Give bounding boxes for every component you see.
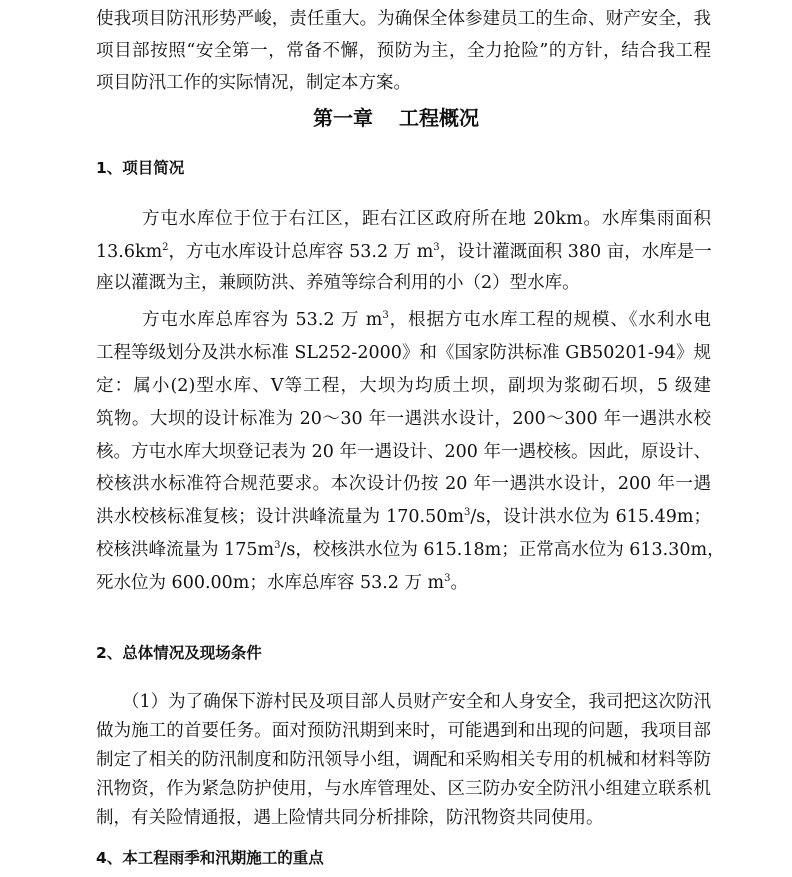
paragraph-line [96, 239, 711, 265]
paragraph-line: 工程等级划分及洪水标准 SL252-2000》和《国家防洪标准 GB50201-94》规 [96, 343, 711, 363]
chapter-number: 第一章 [313, 106, 373, 130]
text-run: ，方屯水库设计总库容 53.2 万 m [168, 242, 434, 262]
superscript: 3 [433, 242, 440, 254]
text-run: 死水位为 600.00m；水库总库容 53.2 万 m [96, 573, 445, 593]
paragraph-line: 座以灌溉为主，兼顾防洪、养殖等综合利用的小（2）型水库。 [96, 273, 580, 293]
text-run: 方屯水库总库容为 53.2 万 m [142, 310, 383, 330]
paragraph-line: 汛物资，作为紧急防护使用，与水库管理处、区三防办安全防汛小组建立联系机 [96, 779, 711, 799]
paragraph-line [96, 570, 711, 596]
paragraph-line: 校核洪水标准符合规范要求。本次设计仍按 20 年一遇洪水设计，200 年一遇 [96, 474, 711, 494]
superscript: 3 [382, 310, 389, 322]
superscript: 3 [274, 540, 281, 552]
paragraph-line [96, 504, 711, 530]
superscript: 3 [444, 573, 451, 585]
superscript: 3 [463, 507, 471, 519]
paragraph-line: 定：属小(2)型水库、Ⅴ等工程，大坝为均质土坝，副坝为浆砌石坝，5 级建 [96, 376, 711, 396]
paragraph-line: 核。方屯水库大坝登记表为 20 年一遇设计、200 年一遇校核。因此，原设计、 [96, 442, 711, 462]
paragraph-line: 制，有关险情通报，遇上险情共同分析排除，防汛物资共同使用。 [96, 808, 604, 828]
text-run: 。 [450, 573, 469, 593]
paragraph-line: 方屯水库位于位于右江区，距右江区政府所在地 20km。水库集雨面积 [142, 209, 711, 229]
paragraph-line [96, 537, 725, 563]
paragraph-line: 筑物。大坝的设计标准为 20～30 年一遇洪水设计，200～300 年一遇洪水校 [96, 409, 711, 429]
text-run: /s，校核洪水位为 615.18m；正常高水位为 613.30m， [280, 540, 725, 560]
paragraph-line: 制定了相关的防汛制度和防汛领导小组，调配和采购相关专用的机械和材料等防 [96, 750, 711, 770]
section-heading-2: 2、总体情况及现场条件 [96, 644, 262, 662]
text-run: ，设计灌溉面积 380 亩，水库是一 [439, 242, 712, 262]
paragraph-line [142, 307, 711, 333]
chapter-name: 工程概况 [399, 106, 479, 130]
text-run: 13.6km [96, 242, 163, 262]
intro-line-1: 使我项目防汛形势严峻，责任重大。为确保全体参建员工的生命、财产安全，我 [96, 9, 711, 29]
superscript: 2 [162, 242, 169, 254]
text-run: 洪水校核标准复核；设计洪峰流量为 170.50m [96, 507, 464, 527]
intro-line-2: 项目部按照“安全第一，常备不懈，预防为主，全力抢险”的方针，结合我工程 [96, 41, 711, 61]
text-run: 校核洪峰流量为 175m [96, 540, 275, 560]
intro-line-3: 项目防汛工作的实际情况，制定本方案。 [96, 73, 411, 93]
paragraph-line: （1）为了确保下游村民及项目部人员财产安全和人身安全，我司把这次防汛 [122, 692, 711, 712]
chapter-title [0, 103, 792, 133]
paragraph-line: 做为施工的首要任务。面对预防汛期到来时，可能遇到和出现的问题，我项目部 [96, 721, 711, 741]
text-run: /s，设计洪水位为 615.49m； [470, 507, 711, 527]
section-heading-4: 4、本工程雨季和汛期施工的重点 [96, 849, 324, 867]
text-run: ，根据方屯水库工程的规模、《水利水电 [388, 310, 712, 330]
section-heading-1: 1、项目简况 [96, 159, 185, 177]
